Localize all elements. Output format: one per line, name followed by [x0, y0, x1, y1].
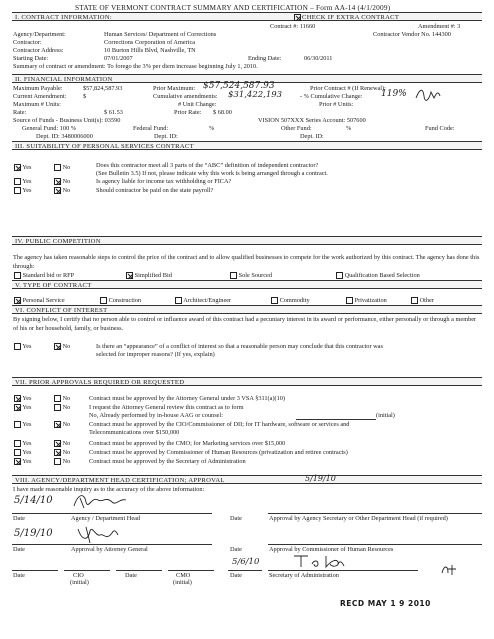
r2-text: I request the Attorney General review this contract as to form	[89, 404, 244, 411]
q2-no[interactable]: No	[54, 178, 70, 185]
rate-value: $ 61.53	[104, 109, 123, 116]
r3-yes[interactable]: Yes	[14, 421, 32, 428]
section-5-label: V. TYPE OF CONTRACT	[15, 281, 92, 289]
amendment-number: Amendment #: 3	[418, 23, 461, 30]
section-7-header	[12, 377, 482, 386]
contractor-label: Contractor:	[13, 39, 42, 46]
row3-line-f	[268, 570, 418, 571]
r1-no[interactable]: No	[54, 395, 70, 402]
row2-date-label-2: Date	[230, 546, 242, 553]
initials-mark	[414, 86, 442, 102]
row1-date-label: Date	[13, 515, 25, 522]
q3-no[interactable]: No	[54, 187, 70, 194]
r4-text: Contract must be approved by the CMO; for Marketing services over $15,000	[89, 440, 286, 447]
q1-note: (See Bulletin 3.5) If not, please indicate why this work is being arranged through a contract.	[96, 170, 328, 177]
row3-line-d	[168, 570, 214, 571]
header-date-handwritten: 5/19/10	[305, 474, 336, 483]
vendor-number: Contractor Vendor No. 144300	[373, 31, 451, 38]
conflict-question-2: selected for improper reasons? (If yes, explain)	[96, 351, 215, 358]
row3-date-label-3: Date	[230, 572, 242, 579]
conflict-text: By signing below, I certify that no person able to control or influence award of this contract had a pecuniary interest in its award or performance, either personally or through a member of his or her household, family, or business.	[13, 316, 477, 332]
rate-label: Rate:	[13, 109, 27, 116]
r2-note: No, Already performed by in-house AAG or counsel:	[89, 412, 223, 419]
q1-yes[interactable]: Yes	[14, 164, 32, 171]
opt-simplified-bid[interactable]: Simplified Bid	[126, 272, 172, 279]
row2-line-right	[268, 544, 482, 545]
general-fund: General Fund: 100 %	[22, 125, 77, 132]
agency-head-signature	[70, 490, 130, 512]
section-5-header	[12, 280, 482, 289]
r4-no[interactable]: No	[54, 440, 70, 447]
contract-number: Contract #: 11660	[270, 23, 316, 30]
r2-yes[interactable]: Yes	[14, 404, 32, 411]
q1-no[interactable]: No	[54, 164, 70, 171]
type-commodity[interactable]: Commodity	[271, 297, 310, 304]
starting-date-value: 07/01/2007	[104, 55, 133, 62]
opt-qualification-based[interactable]: Qualification Based Selection	[336, 272, 420, 279]
section-7-label: VII. PRIOR APPROVALS REQUIRED OR REQUESTED	[15, 378, 185, 386]
cumulative-change-label: - % Cumulative Change:	[300, 93, 363, 100]
row1-line-right	[268, 513, 482, 514]
cmo-label: CMO	[176, 572, 191, 579]
section-8-header	[12, 475, 482, 484]
fund-code: Fund Code:	[425, 125, 455, 132]
prior-rate-value: $ 68.00	[213, 109, 232, 116]
dept-id-1: Dept. ID: 3480006000	[36, 133, 93, 140]
conflict-no[interactable]: No	[54, 343, 70, 350]
section-6-header	[12, 305, 482, 314]
secretary-approval-label: Approval by Agency Secretary or Other Department Head (if required)	[269, 515, 448, 522]
other-fund-pct: %	[346, 125, 352, 132]
row1-line-left	[12, 513, 212, 514]
r4-yes[interactable]: Yes	[14, 440, 32, 447]
cumulative-amendments-label: Cumulative amendments:	[153, 93, 218, 100]
type-construction[interactable]: Construction	[100, 297, 141, 304]
r6-yes[interactable]: Yes	[14, 458, 32, 465]
ag-approval-label: Approval by Attorney General	[71, 546, 148, 553]
r1-yes[interactable]: Yes	[14, 395, 32, 402]
federal-fund: Federal Fund:	[133, 125, 169, 132]
q1-text: Does this contractor meet all 3 parts of the “ABC” definition of independent contractor?	[96, 162, 319, 169]
ending-date-label: Ending Date:	[248, 55, 282, 62]
opt-standard-bid[interactable]: Standard bid or RFP	[14, 272, 74, 279]
section-2-label: II. FINANCIAL INFORMATION	[15, 75, 113, 83]
cio-label: CIO	[73, 572, 84, 579]
row3-line-a	[12, 570, 58, 571]
section-6-label: VI. CONFLICT OF INTEREST	[15, 306, 108, 314]
r5-no[interactable]: No	[54, 449, 70, 456]
cio-initial-label: (initial)	[70, 579, 89, 586]
conflict-yes[interactable]: Yes	[14, 343, 32, 350]
other-fund: Other Fund:	[281, 125, 312, 132]
section-8-label: VIII. AGENCY/DEPARTMENT HEAD CERTIFICATION; APPROVAL	[15, 476, 225, 484]
section-1-header	[12, 12, 482, 21]
current-amendment-label: Current Amendment:	[13, 93, 67, 100]
type-privatization[interactable]: Privatization	[346, 297, 387, 304]
cmo-initial-label: (initial)	[173, 579, 192, 586]
r2-initial-line	[296, 419, 376, 420]
r2-initial: (initial)	[376, 412, 395, 419]
row3-line-b	[64, 570, 110, 571]
cumulative-amendments-handwritten: $31,422,193	[228, 90, 283, 100]
r6-text: Contract must be approved by the Secretary of Administration	[89, 458, 246, 465]
agency-head-label: Agency / Department Head	[71, 515, 141, 522]
row2-line-left	[12, 544, 212, 545]
row3-line-c	[116, 570, 162, 571]
r6-no[interactable]: No	[54, 458, 70, 465]
received-stamp: RECD MAY 1 9 2010	[340, 599, 431, 608]
section-4-label: IV. PUBLIC COMPETITION	[15, 237, 101, 245]
r3-note: Telecommunications over $150,000	[89, 429, 180, 436]
source-of-funds: Source of Funds - Business Unit(s): 03590	[13, 117, 121, 124]
q3-yes[interactable]: Yes	[14, 187, 32, 194]
federal-fund-pct: %	[209, 125, 215, 132]
date-2-handwritten: 5/19/10	[14, 528, 53, 539]
r5-yes[interactable]: Yes	[14, 449, 32, 456]
r5-text: Contract must be approved by Commissioner of Human Resources (privatization and retiree contracts)	[89, 449, 348, 456]
row3-date-label-2: Date	[125, 572, 137, 579]
agency-value: Human Services/ Department of Corrections	[104, 31, 217, 38]
row3-date-label: Date	[13, 572, 25, 579]
cumulative-change-handwritten: 119%	[381, 89, 407, 99]
starting-date-label: Starting Date:	[13, 55, 49, 62]
attorney-general-signature	[72, 523, 122, 545]
max-payable-label: Maximum Payable:	[13, 85, 63, 92]
date-3-handwritten: 5/6/10	[232, 557, 260, 567]
competition-text: The agency has taken reasonable steps to control the price of the contract and to allow qualified businesses to compete for the work authorized by this contract. The agency has done this through:	[13, 254, 480, 270]
max-units-label: Maximum # Units:	[13, 101, 61, 108]
r3-no[interactable]: No	[54, 421, 70, 428]
max-payable-value: $57,824,587.93	[83, 85, 123, 92]
address-label: Contractor Address:	[13, 47, 64, 54]
form-title: STATE OF VERMONT CONTRACT SUMMARY AND CERTIFICATION – Form AA-14 (4/1/2009)	[75, 3, 391, 12]
summary: Summary of contract or amendment: To forego the 3% per diem increase beginning July 1, 2010.	[13, 63, 258, 70]
hr-approval-label: Approval by Commissioner of Human Resources	[269, 546, 394, 553]
date-1-handwritten: 5/14/10	[14, 495, 53, 506]
vision-account: VISION 507XXX Series Account: 507600	[258, 117, 366, 124]
r3-text: Contract must be approved by the CIO/Commissioner of DII; for IT hardware, software or services and	[89, 421, 350, 428]
certification-intro: I have made reasonable inquiry as to the accuracy of the above information:	[13, 486, 205, 493]
ending-date-value: 06/30/2011	[304, 55, 333, 62]
conflict-question: Is there an “appearance” of a conflict of interest so that a reasonable person may conclude that this contractor was	[96, 343, 383, 350]
section-4-header	[12, 236, 482, 245]
dept-id-2: Dept. ID:	[154, 133, 178, 140]
prior-units-label: Prior # Units:	[319, 101, 354, 108]
current-amendment-value: $	[83, 93, 87, 100]
type-architect-engineer[interactable]: Architect/Engineer	[175, 297, 231, 304]
prior-max-handwritten: $57,524,587.93	[203, 81, 275, 91]
prior-max-label: Prior Maximum:	[153, 85, 196, 92]
row2-date-label: Date	[13, 546, 25, 553]
row1-date-label-2: Date	[230, 515, 242, 522]
q2-yes[interactable]: Yes	[14, 178, 32, 185]
initials-mark-2	[440, 563, 460, 577]
dept-id-3: Dept. ID:	[300, 133, 324, 140]
prior-rate-label: Prior Rate:	[174, 109, 202, 116]
opt-sole-sourced[interactable]: Sole Sourced	[230, 272, 272, 279]
extra-contract-label: CHECK IF EXTRA CONTRACT	[302, 13, 400, 21]
type-personal-service[interactable]: Personal Service	[14, 297, 65, 304]
prior-contract-label: Prior Contract # (If Renewal):	[310, 85, 386, 92]
section-3-header	[12, 141, 482, 150]
secretary-admin-label: Secretary of Administration	[269, 572, 339, 579]
q3-text: Should contractor be paid on the state payroll?	[96, 187, 214, 194]
r2-no[interactable]: No	[54, 404, 70, 411]
type-other[interactable]: Other	[411, 297, 434, 304]
address-value: 10 Burton Hills Blvd, Nashville, TN	[104, 47, 196, 54]
secretary-admin-signature	[292, 552, 348, 570]
contractor-value: Corrections Corporation of America	[104, 39, 196, 46]
unit-change-label: # Unit Change:	[178, 101, 217, 108]
q2-text: Is agency liable for income tax withholding or FICA?	[96, 178, 232, 185]
r1-text: Contract must be approved by the Attorney General under 3 VSA §311(a)(10)	[89, 395, 286, 402]
section-1-label: I. CONTRACT INFORMATION:	[15, 13, 113, 21]
agency-label: Agency/Department:	[13, 31, 66, 38]
section-3-label: III. SUITABILITY OF PERSONAL SERVICES CONTRACT	[15, 142, 194, 150]
row3-line-e	[228, 570, 262, 571]
